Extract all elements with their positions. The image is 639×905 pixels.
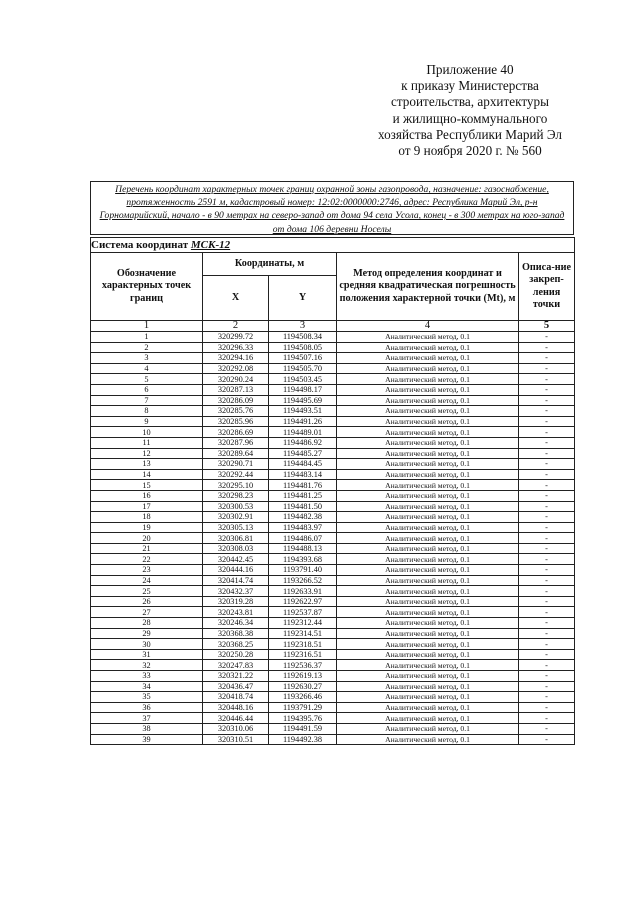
- y-coordinate-cell: 1194488.13: [269, 543, 337, 554]
- fix-description-cell: -: [519, 565, 575, 576]
- x-coordinate-cell: 320432.37: [203, 586, 269, 597]
- point-number-cell: 22: [91, 554, 203, 565]
- coordinate-system-name: МСК-12: [190, 239, 231, 251]
- fix-description-cell: -: [519, 522, 575, 533]
- y-coordinate-cell: 1194508.05: [269, 342, 337, 353]
- point-number-cell: 10: [91, 427, 203, 438]
- method-cell: Аналитический метод, 0.1: [337, 543, 519, 554]
- point-number-cell: 26: [91, 596, 203, 607]
- x-coordinate-cell: 320418.74: [203, 692, 269, 703]
- point-number-cell: 36: [91, 702, 203, 713]
- table-body: [91, 332, 575, 745]
- table-row: [91, 681, 575, 692]
- point-number-cell: 38: [91, 723, 203, 734]
- fix-description-cell: -: [519, 681, 575, 692]
- method-cell: Аналитический метод, 0.1: [337, 681, 519, 692]
- fix-description-cell: -: [519, 671, 575, 682]
- point-number-cell: 33: [91, 671, 203, 682]
- table-row: [91, 533, 575, 544]
- coordinates-table: [90, 237, 575, 745]
- method-cell: Аналитический метод, 0.1: [337, 671, 519, 682]
- y-coordinate-cell: 1194483.97: [269, 522, 337, 533]
- x-coordinate-cell: 320446.44: [203, 713, 269, 724]
- table-row: [91, 480, 575, 491]
- method-column-header: Метод определения координат и средняя квадратическая погрешность положения характерной точки (Mt), м: [337, 253, 519, 321]
- y-coordinate-cell: 1194493.51: [269, 406, 337, 417]
- point-number-cell: 37: [91, 713, 203, 724]
- fix-description-cell: -: [519, 713, 575, 724]
- y-coordinate-cell: 1194486.92: [269, 437, 337, 448]
- method-cell: Аналитический метод, 0.1: [337, 353, 519, 364]
- fix-description-cell: -: [519, 554, 575, 565]
- x-coordinate-cell: 320308.03: [203, 543, 269, 554]
- table-row: [91, 374, 575, 385]
- fix-description-cell: -: [519, 363, 575, 374]
- x-column-header: X: [203, 276, 269, 321]
- y-coordinate-cell: 1194503.45: [269, 374, 337, 385]
- x-coordinate-cell: 320290.71: [203, 459, 269, 470]
- point-number-cell: 3: [91, 353, 203, 364]
- x-coordinate-cell: 320321.22: [203, 671, 269, 682]
- method-cell: Аналитический метод, 0.1: [337, 575, 519, 586]
- y-coordinate-cell: 1194491.59: [269, 723, 337, 734]
- method-cell: Аналитический метод, 0.1: [337, 469, 519, 480]
- y-coordinate-cell: 1194505.70: [269, 363, 337, 374]
- table-row: [91, 543, 575, 554]
- y-coordinate-cell: 1194498.17: [269, 384, 337, 395]
- x-coordinate-cell: 320292.44: [203, 469, 269, 480]
- y-coordinate-cell: 1193791.29: [269, 702, 337, 713]
- x-coordinate-cell: 320299.72: [203, 332, 269, 343]
- x-coordinate-cell: 320285.96: [203, 416, 269, 427]
- table-row: [91, 575, 575, 586]
- point-number-cell: 24: [91, 575, 203, 586]
- fix-description-cell: -: [519, 533, 575, 544]
- y-coordinate-cell: 1194393.68: [269, 554, 337, 565]
- method-cell: Аналитический метод, 0.1: [337, 522, 519, 533]
- method-cell: Аналитический метод, 0.1: [337, 406, 519, 417]
- table-row: [91, 660, 575, 671]
- y-coordinate-cell: 1194486.07: [269, 533, 337, 544]
- fix-description-cell: -: [519, 639, 575, 650]
- method-cell: Аналитический метод, 0.1: [337, 459, 519, 470]
- method-cell: Аналитический метод, 0.1: [337, 437, 519, 448]
- x-coordinate-cell: 320442.45: [203, 554, 269, 565]
- y-coordinate-cell: 1192316.51: [269, 649, 337, 660]
- x-coordinate-cell: 320250.28: [203, 649, 269, 660]
- column-number: 3: [269, 321, 337, 332]
- table-row: [91, 628, 575, 639]
- x-coordinate-cell: 320305.13: [203, 522, 269, 533]
- x-coordinate-cell: 320243.81: [203, 607, 269, 618]
- y-coordinate-cell: 1194489.01: [269, 427, 337, 438]
- fix-description-cell: -: [519, 384, 575, 395]
- fix-description-cell: -: [519, 395, 575, 406]
- table-row: [91, 607, 575, 618]
- point-number-cell: 34: [91, 681, 203, 692]
- point-number-cell: 28: [91, 618, 203, 629]
- table-row: [91, 649, 575, 660]
- header-line: строительства, архитектуры: [391, 94, 549, 110]
- fix-description-cell: -: [519, 437, 575, 448]
- y-coordinate-cell: 1194395.76: [269, 713, 337, 724]
- point-number-cell: 29: [91, 628, 203, 639]
- method-cell: Аналитический метод, 0.1: [337, 512, 519, 523]
- table-row: [91, 469, 575, 480]
- header-line: хозяйства Республики Марий Эл: [378, 126, 562, 142]
- table-row: [91, 522, 575, 533]
- fix-column-header: Описа-ние закреп-ления точки: [519, 253, 575, 321]
- y-coordinate-cell: 1194507.16: [269, 353, 337, 364]
- method-cell: Аналитический метод, 0.1: [337, 639, 519, 650]
- fix-description-cell: -: [519, 723, 575, 734]
- x-coordinate-cell: 320287.96: [203, 437, 269, 448]
- point-number-cell: 16: [91, 490, 203, 501]
- x-coordinate-cell: 320368.38: [203, 628, 269, 639]
- coordinate-system-label: Система координат: [91, 239, 189, 251]
- y-coordinate-cell: 1194481.76: [269, 480, 337, 491]
- coords-column-header: Координаты, м: [203, 253, 337, 276]
- table-row: [91, 554, 575, 565]
- method-cell: Аналитический метод, 0.1: [337, 384, 519, 395]
- point-number-cell: 25: [91, 586, 203, 597]
- table-row: [91, 437, 575, 448]
- y-coordinate-cell: 1192537.87: [269, 607, 337, 618]
- y-coordinate-cell: 1193266.46: [269, 692, 337, 703]
- x-coordinate-cell: 320319.28: [203, 596, 269, 607]
- table-row: [91, 406, 575, 417]
- fix-description-cell: -: [519, 649, 575, 660]
- y-coordinate-cell: 1192630.27: [269, 681, 337, 692]
- point-number-cell: 11: [91, 437, 203, 448]
- fix-description-cell: -: [519, 692, 575, 703]
- x-coordinate-cell: 320310.51: [203, 734, 269, 745]
- table-row: [91, 416, 575, 427]
- x-coordinate-cell: 320295.10: [203, 480, 269, 491]
- table-row: [91, 596, 575, 607]
- x-coordinate-cell: 320296.33: [203, 342, 269, 353]
- point-number-cell: 1: [91, 332, 203, 343]
- y-coordinate-cell: 1192318.51: [269, 639, 337, 650]
- point-number-cell: 9: [91, 416, 203, 427]
- x-coordinate-cell: 320414.74: [203, 575, 269, 586]
- method-cell: Аналитический метод, 0.1: [337, 427, 519, 438]
- x-coordinate-cell: 320310.06: [203, 723, 269, 734]
- table-row: [91, 586, 575, 597]
- y-coordinate-cell: 1192622.97: [269, 596, 337, 607]
- table-row: [91, 342, 575, 353]
- point-number-cell: 15: [91, 480, 203, 491]
- point-number-cell: 8: [91, 406, 203, 417]
- coordinate-system-row: [91, 238, 575, 253]
- table-row: [91, 363, 575, 374]
- fix-description-cell: -: [519, 501, 575, 512]
- y-coordinate-cell: 1194483.14: [269, 469, 337, 480]
- column-number: 4: [337, 321, 519, 332]
- fix-description-cell: -: [519, 342, 575, 353]
- y-coordinate-cell: 1194492.38: [269, 734, 337, 745]
- method-cell: Аналитический метод, 0.1: [337, 596, 519, 607]
- fix-description-cell: -: [519, 406, 575, 417]
- x-coordinate-cell: 320286.69: [203, 427, 269, 438]
- method-cell: Аналитический метод, 0.1: [337, 448, 519, 459]
- x-coordinate-cell: 320444.16: [203, 565, 269, 576]
- point-number-cell: 13: [91, 459, 203, 470]
- table-row: [91, 639, 575, 650]
- y-coordinate-cell: 1193791.40: [269, 565, 337, 576]
- table-header-row: [91, 253, 575, 276]
- x-coordinate-cell: 320294.16: [203, 353, 269, 364]
- method-cell: Аналитический метод, 0.1: [337, 490, 519, 501]
- method-cell: Аналитический метод, 0.1: [337, 692, 519, 703]
- x-coordinate-cell: 320290.24: [203, 374, 269, 385]
- method-cell: Аналитический метод, 0.1: [337, 480, 519, 491]
- fix-description-cell: -: [519, 575, 575, 586]
- table-row: [91, 353, 575, 364]
- method-cell: Аналитический метод, 0.1: [337, 649, 519, 660]
- fix-description-cell: -: [519, 618, 575, 629]
- x-coordinate-cell: 320286.09: [203, 395, 269, 406]
- point-number-cell: 31: [91, 649, 203, 660]
- method-cell: Аналитический метод, 0.1: [337, 723, 519, 734]
- point-number-cell: 21: [91, 543, 203, 554]
- y-coordinate-cell: 1192314.51: [269, 628, 337, 639]
- method-cell: Аналитический метод, 0.1: [337, 702, 519, 713]
- table-row: [91, 395, 575, 406]
- fix-description-cell: -: [519, 512, 575, 523]
- x-coordinate-cell: 320436.47: [203, 681, 269, 692]
- y-coordinate-cell: 1194482.38: [269, 512, 337, 523]
- x-coordinate-cell: 320247.83: [203, 660, 269, 671]
- y-coordinate-cell: 1194491.26: [269, 416, 337, 427]
- point-number-cell: 20: [91, 533, 203, 544]
- point-number-cell: 7: [91, 395, 203, 406]
- table-row: [91, 702, 575, 713]
- y-coordinate-cell: 1194481.50: [269, 501, 337, 512]
- point-number-cell: 19: [91, 522, 203, 533]
- y-coordinate-cell: 1194481.25: [269, 490, 337, 501]
- point-number-cell: 30: [91, 639, 203, 650]
- y-coordinate-cell: 1194508.34: [269, 332, 337, 343]
- y-coordinate-cell: 1192312.44: [269, 618, 337, 629]
- point-number-cell: 5: [91, 374, 203, 385]
- method-cell: Аналитический метод, 0.1: [337, 374, 519, 385]
- table-row: [91, 713, 575, 724]
- point-number-cell: 17: [91, 501, 203, 512]
- method-cell: Аналитический метод, 0.1: [337, 734, 519, 745]
- y-coordinate-cell: 1192633.91: [269, 586, 337, 597]
- x-coordinate-cell: 320289.64: [203, 448, 269, 459]
- x-coordinate-cell: 320287.13: [203, 384, 269, 395]
- point-number-cell: 32: [91, 660, 203, 671]
- fix-description-cell: -: [519, 702, 575, 713]
- column-number-row: [91, 321, 575, 332]
- x-coordinate-cell: 320285.76: [203, 406, 269, 417]
- table-row: [91, 565, 575, 576]
- table-row: [91, 671, 575, 682]
- method-cell: Аналитический метод, 0.1: [337, 395, 519, 406]
- point-number-cell: 27: [91, 607, 203, 618]
- y-coordinate-cell: 1192619.13: [269, 671, 337, 682]
- fix-description-cell: -: [519, 469, 575, 480]
- header-line: и жилищно-коммунального: [392, 110, 548, 126]
- fix-description-cell: -: [519, 448, 575, 459]
- header-line: от 9 ноября 2020 г. № 560: [398, 143, 542, 159]
- method-cell: Аналитический метод, 0.1: [337, 586, 519, 597]
- x-coordinate-cell: 320306.81: [203, 533, 269, 544]
- method-cell: Аналитический метод, 0.1: [337, 660, 519, 671]
- point-number-cell: 39: [91, 734, 203, 745]
- fix-description-cell: -: [519, 480, 575, 491]
- table-row: [91, 618, 575, 629]
- method-cell: Аналитический метод, 0.1: [337, 607, 519, 618]
- point-number-cell: 18: [91, 512, 203, 523]
- fix-description-cell: -: [519, 353, 575, 364]
- header-line: к приказу Министерства: [401, 78, 539, 94]
- fix-description-cell: -: [519, 332, 575, 343]
- appendix-header: [360, 62, 580, 159]
- fix-description-cell: -: [519, 734, 575, 745]
- y-coordinate-cell: 1192536.37: [269, 660, 337, 671]
- table-row: [91, 427, 575, 438]
- column-number: 1: [91, 321, 203, 332]
- x-coordinate-cell: 320302.91: [203, 512, 269, 523]
- fix-description-cell: -: [519, 416, 575, 427]
- method-cell: Аналитический метод, 0.1: [337, 565, 519, 576]
- method-cell: Аналитический метод, 0.1: [337, 363, 519, 374]
- point-number-cell: 35: [91, 692, 203, 703]
- x-coordinate-cell: 320292.08: [203, 363, 269, 374]
- point-number-cell: 14: [91, 469, 203, 480]
- method-cell: Аналитический метод, 0.1: [337, 618, 519, 629]
- method-cell: Аналитический метод, 0.1: [337, 533, 519, 544]
- y-coordinate-cell: 1193266.52: [269, 575, 337, 586]
- method-cell: Аналитический метод, 0.1: [337, 554, 519, 565]
- table-row: [91, 459, 575, 470]
- method-cell: Аналитический метод, 0.1: [337, 342, 519, 353]
- fix-description-cell: -: [519, 490, 575, 501]
- table-row: [91, 501, 575, 512]
- fix-description-cell: -: [519, 374, 575, 385]
- fix-description-cell: -: [519, 543, 575, 554]
- method-cell: Аналитический метод, 0.1: [337, 628, 519, 639]
- y-column-header: Y: [269, 276, 337, 321]
- table-row: [91, 332, 575, 343]
- x-coordinate-cell: 320300.53: [203, 501, 269, 512]
- point-number-cell: 23: [91, 565, 203, 576]
- x-coordinate-cell: 320368.25: [203, 639, 269, 650]
- method-cell: Аналитический метод, 0.1: [337, 416, 519, 427]
- table-row: [91, 734, 575, 745]
- method-cell: Аналитический метод, 0.1: [337, 332, 519, 343]
- y-coordinate-cell: 1194495.69: [269, 395, 337, 406]
- column-number: 5: [519, 321, 575, 332]
- fix-description-cell: -: [519, 596, 575, 607]
- description-text: Перечень координат характерных точек границ охранной зоны газопровода, назначение: газоснабжение, протяженность 2591 м, кадастровый номер: 12:02:0000000:2746, адрес: Республика Марий Эл, р-н Горномарийский, начало - в 90 метрах на северо-запад от дома 94 села Усола, конец - в 300 метрах на юго-запад от дома 106 деревни Носелы: [99, 184, 565, 235]
- table-row: [91, 723, 575, 734]
- column-number: 2: [203, 321, 269, 332]
- point-column-header: Обозначение характерных точек границ: [91, 253, 203, 321]
- table-row: [91, 384, 575, 395]
- method-cell: Аналитический метод, 0.1: [337, 501, 519, 512]
- y-coordinate-cell: 1194485.27: [269, 448, 337, 459]
- table-row: [91, 692, 575, 703]
- object-description: [90, 181, 574, 235]
- y-coordinate-cell: 1194484.45: [269, 459, 337, 470]
- x-coordinate-cell: 320246.34: [203, 618, 269, 629]
- fix-description-cell: -: [519, 586, 575, 597]
- fix-description-cell: -: [519, 660, 575, 671]
- header-line: Приложение 40: [426, 62, 514, 77]
- fix-description-cell: -: [519, 427, 575, 438]
- table-row: [91, 512, 575, 523]
- table-row: [91, 448, 575, 459]
- point-number-cell: 6: [91, 384, 203, 395]
- table-row: [91, 490, 575, 501]
- x-coordinate-cell: 320448.16: [203, 702, 269, 713]
- fix-description-cell: -: [519, 607, 575, 618]
- fix-description-cell: -: [519, 628, 575, 639]
- point-number-cell: 12: [91, 448, 203, 459]
- method-cell: Аналитический метод, 0.1: [337, 713, 519, 724]
- point-number-cell: 2: [91, 342, 203, 353]
- point-number-cell: 4: [91, 363, 203, 374]
- fix-description-cell: -: [519, 459, 575, 470]
- x-coordinate-cell: 320298.23: [203, 490, 269, 501]
